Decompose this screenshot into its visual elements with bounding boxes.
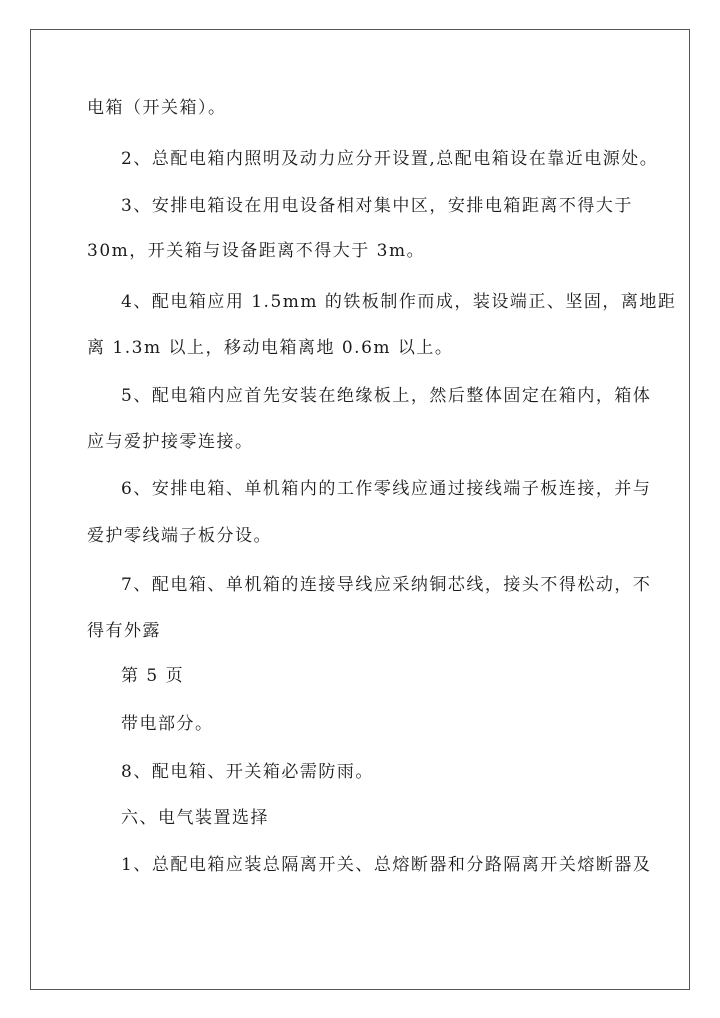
text-line-12: 得有外露 [87, 621, 161, 641]
text-line-4: 30m，开关箱与设备距离不得大于 3m。 [87, 241, 426, 261]
text-line-13: 带电部分。 [121, 714, 214, 734]
section-heading: 六、电气装置选择 [121, 808, 269, 828]
text-line-8: 应与爱护接零连接。 [87, 432, 254, 452]
text-line-11: 7、配电箱、单机箱的连接导线应采纳铜芯线，接头不得松动，不 [121, 575, 652, 595]
text-line-2: 2、总配电箱内照明及动力应分开设置,总配电箱设在靠近电源处。 [121, 149, 659, 169]
text-line-1: 电箱（开关箱）。 [87, 98, 227, 118]
text-line-10: 爱护零线端子板分设。 [87, 526, 272, 546]
text-line-5: 4、配电箱应用 1.5mm 的铁板制作而成，装设端正、坚固，离地距 [121, 292, 677, 312]
text-line-7: 5、配电箱内应首先安装在绝缘板上，然后整体固定在箱内，箱体 [121, 386, 652, 406]
text-line-3: 3、安排电箱设在用电设备相对集中区，安排电箱距离不得大于 [121, 196, 633, 216]
text-line-6: 离 1.3m 以上，移动电箱离地 0.6m 以上。 [87, 338, 454, 358]
text-line-9: 6、安排电箱、单机箱内的工作零线应通过接线端子板连接，并与 [121, 479, 652, 499]
text-line-15: 1、总配电箱应装总隔离开关、总熔断器和分路隔离开关熔断器及 [121, 855, 652, 875]
page-number: 第 5 页 [121, 666, 185, 686]
page-border [30, 29, 690, 990]
text-line-14: 8、配电箱、开关箱必需防雨。 [121, 762, 374, 782]
